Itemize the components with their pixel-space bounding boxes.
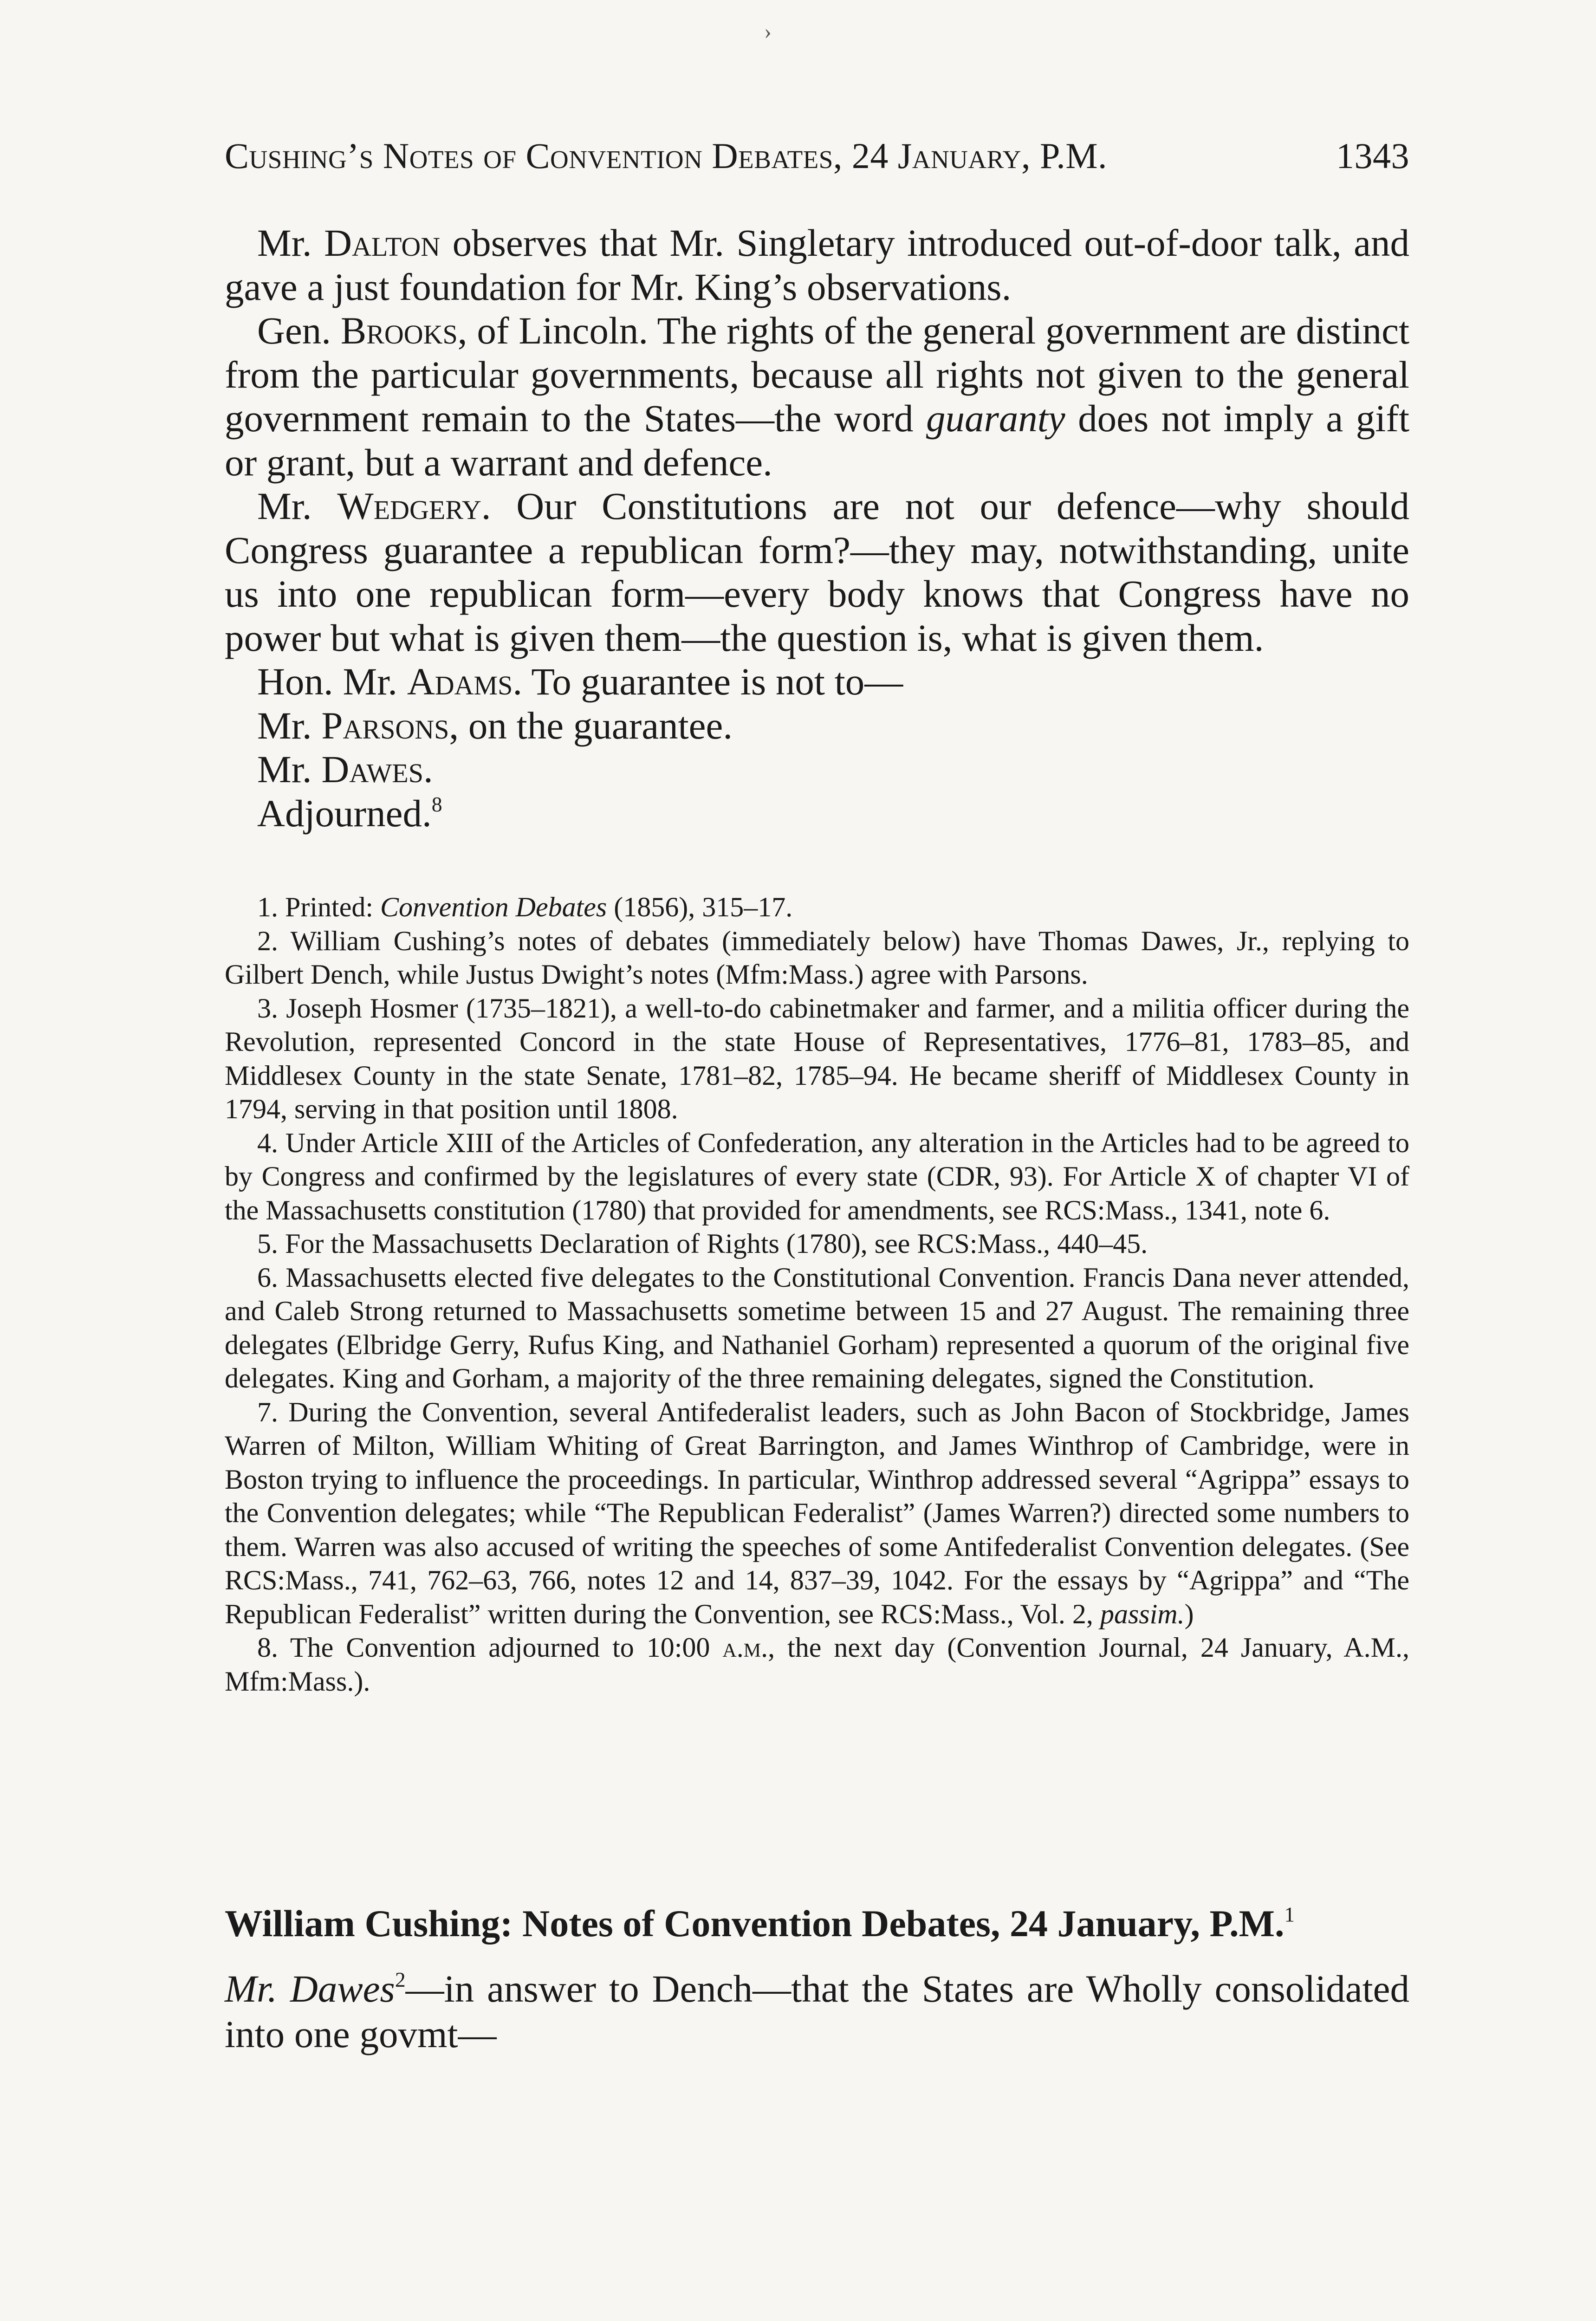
speaker-name: Adams [407, 660, 513, 703]
footnote-ref: 8 [431, 792, 442, 816]
running-title: Cushing’s Notes of Convention Debates, 24 January, P.M. [225, 136, 1108, 176]
paragraph-wedgery: Mr. Wedgery. Our Constitutions are not our defence—why should Congress guarantee a republican form?—they may, notwithstanding, unite us into one republican form—every body knows that Congress have no power but what is given them—the question is, what is given them. [225, 485, 1409, 659]
paragraph-dalton: Mr. Dalton observes that Mr. Singletary introduced out-of-door talk, and gave a just foundation for Mr. King’s observations. [225, 221, 1409, 308]
speaker-name: Dawes [321, 748, 423, 791]
speaker-name: Wedgery [337, 485, 481, 527]
paragraph-dawes: Mr. Dawes. [257, 748, 433, 791]
footnote-ref: 1 [1284, 1903, 1295, 1926]
paragraph-adjourned: Adjourned.$^8$ [257, 791, 442, 835]
footnote-3: 3. Joseph Hosmer (1735–1821), a well-to-do cabinetmaker and farmer, and a militia officer during the Revolution, represented Concord in the state House of Representatives, 1776–81, 1783–85, and Middlesex County in the state Senate, 1781–82, 1785–94. He became sheriff of Middlesex County in 1794, serving in that position until 1808. [225, 992, 1409, 1124]
section-heading: William Cushing: Notes of Convention Debates, 24 January, P.M.$^1$ [225, 1902, 1295, 1945]
footnote-8: 8. The Convention adjourned to 10:00 a.m., the next day (Convention Journal, 24 January, A.M., Mfm:Mass.). [225, 1632, 1409, 1697]
footnote-6: 6. Massachusetts elected five delegates to the Constitutional Convention. Francis Dana never attended, and Caleb Strong returned to Massachusetts sometime between 15 and 27 August. The remaining three delegates (Elbridge Gerry, Rufus King, and Nathaniel Gorham) represented a quorum of the original five delegates. King and Gorham, a majority of the three remaining delegates, signed the Constitution. [225, 1262, 1409, 1394]
speaker-name: Brooks [340, 309, 458, 352]
debate-body [225, 221, 1409, 835]
footnotes [225, 890, 1409, 1698]
footnote-5: 5. For the Massachusetts Declaration of Rights (1780), see RCS:Mass., 440–45. [257, 1228, 1148, 1259]
footnote-ref: 2 [395, 1968, 406, 1992]
paragraph-parsons: Mr. Parsons, on the guarantee. [257, 704, 733, 747]
speaker-name: Parsons [321, 704, 449, 747]
footnote-7: 7. During the Convention, several Antifederalist leaders, such as John Bacon of Stockbridge, James Warren of Milton, William Whiting of Great Barrington, and James Winthrop of Cambridge, were in Boston trying to influence the proceedings. In particular, Winthrop addressed several “Agrippa” essays to the Convention delegates; while “The Republican Federalist” (James Warren?) directed some numbers to them. Warren was also accused of writing the speeches of some Antifederalist Convention delegates. (See RCS:Mass., 741, 762–63, 766, notes 12 and 14, 837–39, 1042. For the essays by “Agrippa” and “The Republican Federalist” written during the Convention, see RCS:Mass., Vol. 2, passim.) [225, 1396, 1409, 1629]
footnote-1: 1. Printed: Convention Debates (1856), 315–17. [257, 892, 793, 922]
paragraph-adams: Hon. Mr. Adams. To guarantee is not to— [257, 660, 903, 703]
speaker-name: Mr. Dawes [225, 1967, 395, 2010]
page-mark: › [764, 19, 772, 44]
speaker-name: Dalton [324, 221, 441, 264]
paragraph-brooks: Gen. Brooks, of Lincoln. The rights of the general government are distinct from the particular governments, because all rights not given to the general government remain to the States—the word guaranty does not imply a gift or grant, but a warrant and defence. [225, 309, 1410, 484]
page-number: 1343 [1336, 136, 1409, 176]
footnote-2: 2. William Cushing’s notes of debates (immediately below) have Thomas Dawes, Jr., replying to Gilbert Dench, while Justus Dwight’s notes (Mfm:Mass.) agree with Parsons. [225, 925, 1409, 990]
footnote-4: 4. Under Article XIII of the Articles of Confederation, any alteration in the Articles had to be agreed to by Congress and confirmed by the legislatures of every state (CDR, 93). For Article X of chapter VI of the Massachusetts constitution (1780) that provided for amendments, see RCS:Mass., 1341, note 6. [225, 1127, 1409, 1225]
cushing-notes-body [225, 1966, 1409, 2057]
paragraph-cushing-dawes: Mr. Dawes$^2$—in answer to Dench—that the States are Wholly consolidated into one govmt— [225, 1967, 1409, 2055]
running-header [225, 134, 1409, 178]
